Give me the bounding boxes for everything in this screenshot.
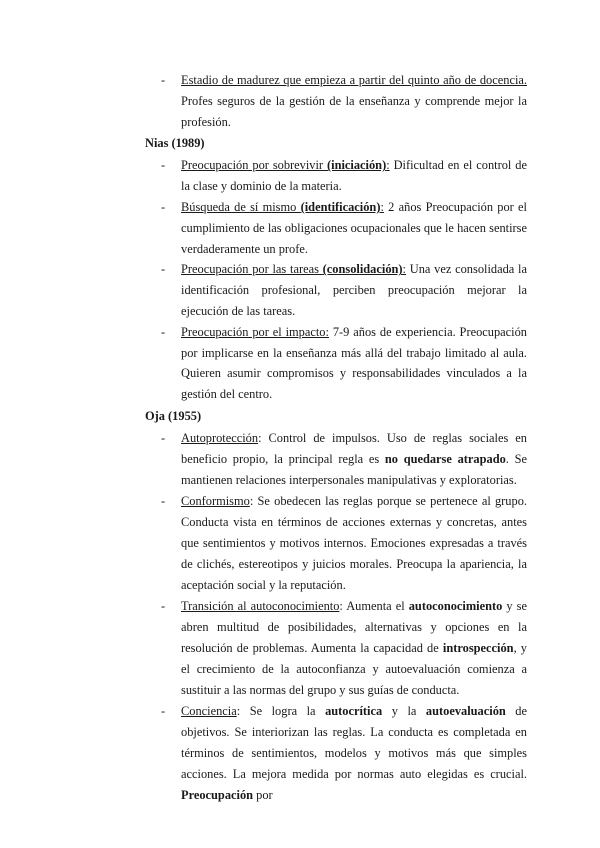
item-text: y la: [382, 704, 426, 719]
item-emphasis: autocrítica: [325, 704, 383, 719]
item-colon: :: [380, 199, 384, 214]
item-title: Búsqueda de sí mismo: [181, 199, 301, 214]
item-colon: :: [402, 262, 406, 277]
item-text: y se abren multitud de posibilidades, alternativas y opciones en la resolución de problemas. Aumenta la capacidad de: [181, 599, 527, 655]
section-heading-oja: Oja (1955): [145, 408, 202, 423]
item-text: . Se mantienen relaciones interpersonales manipulativas y exploratorias.: [181, 451, 527, 487]
item-emphasis: introspección: [442, 640, 514, 655]
item-text: : Aumenta el: [339, 599, 409, 614]
bullet-dash: -: [161, 494, 166, 509]
list-item-madurez: [145, 70, 527, 132]
list-item-conciencia: [145, 701, 527, 805]
bullet-dash: -: [161, 430, 166, 445]
section-heading-nias: Nias (1989): [145, 136, 205, 151]
item-title: Preocupación por sobrevivir: [181, 158, 327, 173]
item-title: Conformismo: [181, 494, 250, 509]
list-item-iniciacion: [145, 155, 527, 197]
list-item-impacto: [145, 322, 527, 405]
bullet-dash: -: [161, 704, 166, 719]
item-text: , y el crecimiento de la autoconfianza y autoevaluación comienza a sustituir a las normas del grupo y sus guías de conducta.: [181, 640, 527, 697]
item-colon: :: [386, 158, 390, 173]
item-emphasis: no quedarse atrapado: [384, 451, 506, 466]
item-emphasis: Preocupación: [181, 787, 254, 802]
item-stage: (iniciación): [327, 158, 387, 173]
list-item-transicion: [145, 596, 527, 700]
bullet-dash: -: [161, 73, 166, 87]
list-item-identificacion: [145, 197, 527, 259]
item-text: : Control de impulsos. Uso de reglas sociales en beneficio propio, la principal regla es: [181, 430, 527, 466]
item-title: Preocupación por las tareas: [181, 262, 323, 277]
item-stage: (consolidación): [322, 262, 403, 277]
document-body: [145, 70, 527, 805]
item-text: por: [253, 787, 273, 802]
item-title: Transición al autoconocimiento: [181, 599, 340, 614]
item-text: Una vez consolidada la identificación profesional, perciben preocupación mejorar la ejecución de las tareas.: [181, 262, 528, 318]
item-emphasis: autoevaluación: [425, 704, 506, 719]
item-title: Autoprotección: [181, 430, 259, 445]
bullet-dash: -: [161, 324, 166, 339]
item-text: 7-9 años de experiencia. Preocupación por implicarse en la enseñanza más allá del trabajo limitado al aula. Quieren asumir compromisos y responsabilidades vinculados a la gestión del centro.: [181, 324, 527, 402]
list-item-conformismo: [145, 491, 527, 595]
list-item-autoproteccion: [145, 428, 527, 490]
item-text: : Se logra la: [236, 704, 326, 719]
item-title: Conciencia: [181, 704, 237, 719]
item-text: de objetivos. Se interiorizan las reglas. La conducta es completada en términos de sentimientos, modelos y motivos más que simples acciones. La mejora medida por normas auto elegidas es crucial.: [181, 704, 528, 781]
item-title: Preocupación por el impacto:: [181, 324, 329, 339]
bullet-dash: -: [161, 158, 166, 173]
bullet-dash: -: [161, 599, 166, 614]
item-stage: (identificación): [300, 199, 381, 214]
item-text: 2 años Preocupación por el cumplimiento de las obligaciones ocupacionales que le hacen sentirse verdaderamente un profe.: [181, 199, 528, 256]
item-text: Profes seguros de la gestión de la enseñanza y comprende mejor la profesión.: [181, 93, 527, 129]
bullet-dash: -: [161, 262, 166, 277]
list-item-consolidacion: [145, 259, 527, 321]
item-text: Dificultad en el control de la clase y dominio de la materia.: [181, 158, 527, 194]
item-title: Estadio de madurez que empieza a partir del quinto año de docencia.: [181, 73, 527, 87]
item-emphasis: autoconocimiento: [408, 599, 503, 614]
item-text: : Se obedecen las reglas porque se pertenece al grupo. Conducta vista en términos de acciones externas y concretas, antes que sentimientos y motivos internos. Emociones expresadas a través de clichés, estereotipos y juicios morales. Preocupa la apariencia, la aceptación social y la reputación.: [181, 494, 527, 592]
bullet-dash: -: [161, 199, 166, 214]
